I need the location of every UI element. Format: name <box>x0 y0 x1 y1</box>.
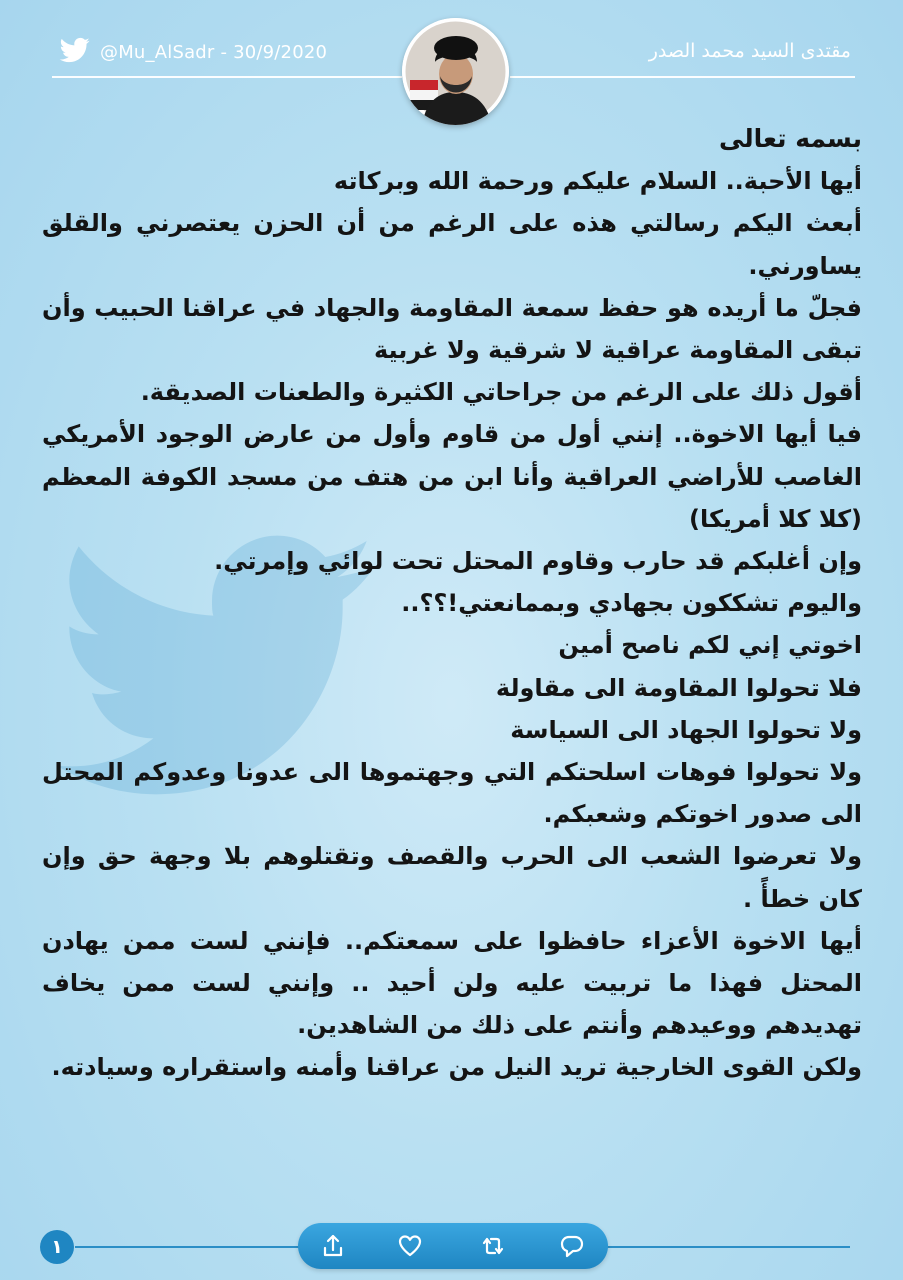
retweet-icon <box>478 1231 508 1261</box>
author-name[interactable]: مقتدى السيد محمد الصدر <box>648 40 851 62</box>
post-paragraph: ولا تحولوا فوهات اسلحتكم التي وجهتموها الى عدونا وعدوكم المحتل الى صدور اخوتكم وشعبكم. <box>42 758 862 829</box>
twitter-bird-icon <box>58 35 92 65</box>
footer-divider-left <box>75 1246 305 1248</box>
page-number-badge: ١ <box>40 1230 74 1264</box>
avatar-portrait-icon <box>402 18 509 125</box>
post-paragraph: ولا تحولوا الجهاد الى السياسة <box>510 715 862 744</box>
post-paragraph: ولكن القوى الخارجية تريد النيل من عراقنا وأمنه واستقراره وسيادته. <box>51 1053 862 1082</box>
header-divider-left <box>52 76 402 78</box>
avatar[interactable] <box>402 18 509 125</box>
post-paragraph: وإن أغلبكم قد حارب وقاوم المحتل تحت لوائي وإمرتي. <box>214 547 862 576</box>
header <box>0 0 903 135</box>
reply-icon <box>557 1231 587 1261</box>
handle-and-date[interactable]: @Mu_AlSadr - 30/9/2020 <box>100 42 328 63</box>
retweet-button[interactable] <box>478 1231 508 1261</box>
post-paragraph: واليوم تشككون بجهادي وبممانعتي!؟؟.. <box>401 589 862 618</box>
post-paragraph: فجلّ ما أريده هو حفظ سمعة المقاومة والجهاد في عراقنا الحبيب وأن تبقى المقاومة عراقية لا شرقية ولا غربية <box>42 293 862 365</box>
post-paragraph: أيها الأحبة.. السلام عليكم ورحمة الله وبركاته <box>333 167 862 196</box>
share-button[interactable] <box>318 1231 348 1261</box>
post-paragraph: بسمه تعالى <box>718 124 862 153</box>
post-paragraph: فلا تحولوا المقاومة الى مقاولة <box>495 673 862 702</box>
post-paragraph: فيا أيها الاخوة.. إنني أول من قاوم وأول من عارض الوجود الأمريكي الغاصب للأراضي العراقية وأنا ابن من هتف من مسجد الكوفة المعظم (كلا كلا أمريكا) <box>42 420 862 533</box>
post-paragraph: أبعث اليكم رسالتي هذه على الرغم من أن الحزن يعتصرني والقلق يساورني. <box>42 209 862 280</box>
tweet-action-bar <box>298 1223 608 1269</box>
post-paragraph: ولا تعرضوا الشعب الى الحرب والقصف وتقتلوهم بلا وجهة حق وإن كان خطأً . <box>42 842 862 913</box>
post-paragraph: أقول ذلك على الرغم من جراحاتي الكثيرة والطعنات الصديقة. <box>140 378 862 407</box>
share-icon <box>318 1231 348 1261</box>
footer-divider-right <box>600 1246 850 1248</box>
tweet-text <box>42 118 862 1089</box>
header-divider-right <box>510 76 855 78</box>
post-paragraph: أيها الاخوة الأعزاء حافظوا على سمعتكم.. فإنني لست ممن يهادن المحتل فهذا ما تربيت عليه ولن أحيد .. وإنني لست ممن يخاف تهديدهم ووعيدهم وأنتم على ذلك من الشاهدين. <box>42 926 862 1040</box>
heart-icon <box>395 1231 425 1261</box>
reply-button[interactable] <box>557 1231 587 1261</box>
post-paragraph: اخوتي إني لكم ناصح أمين <box>558 631 862 660</box>
like-button[interactable] <box>395 1231 425 1261</box>
